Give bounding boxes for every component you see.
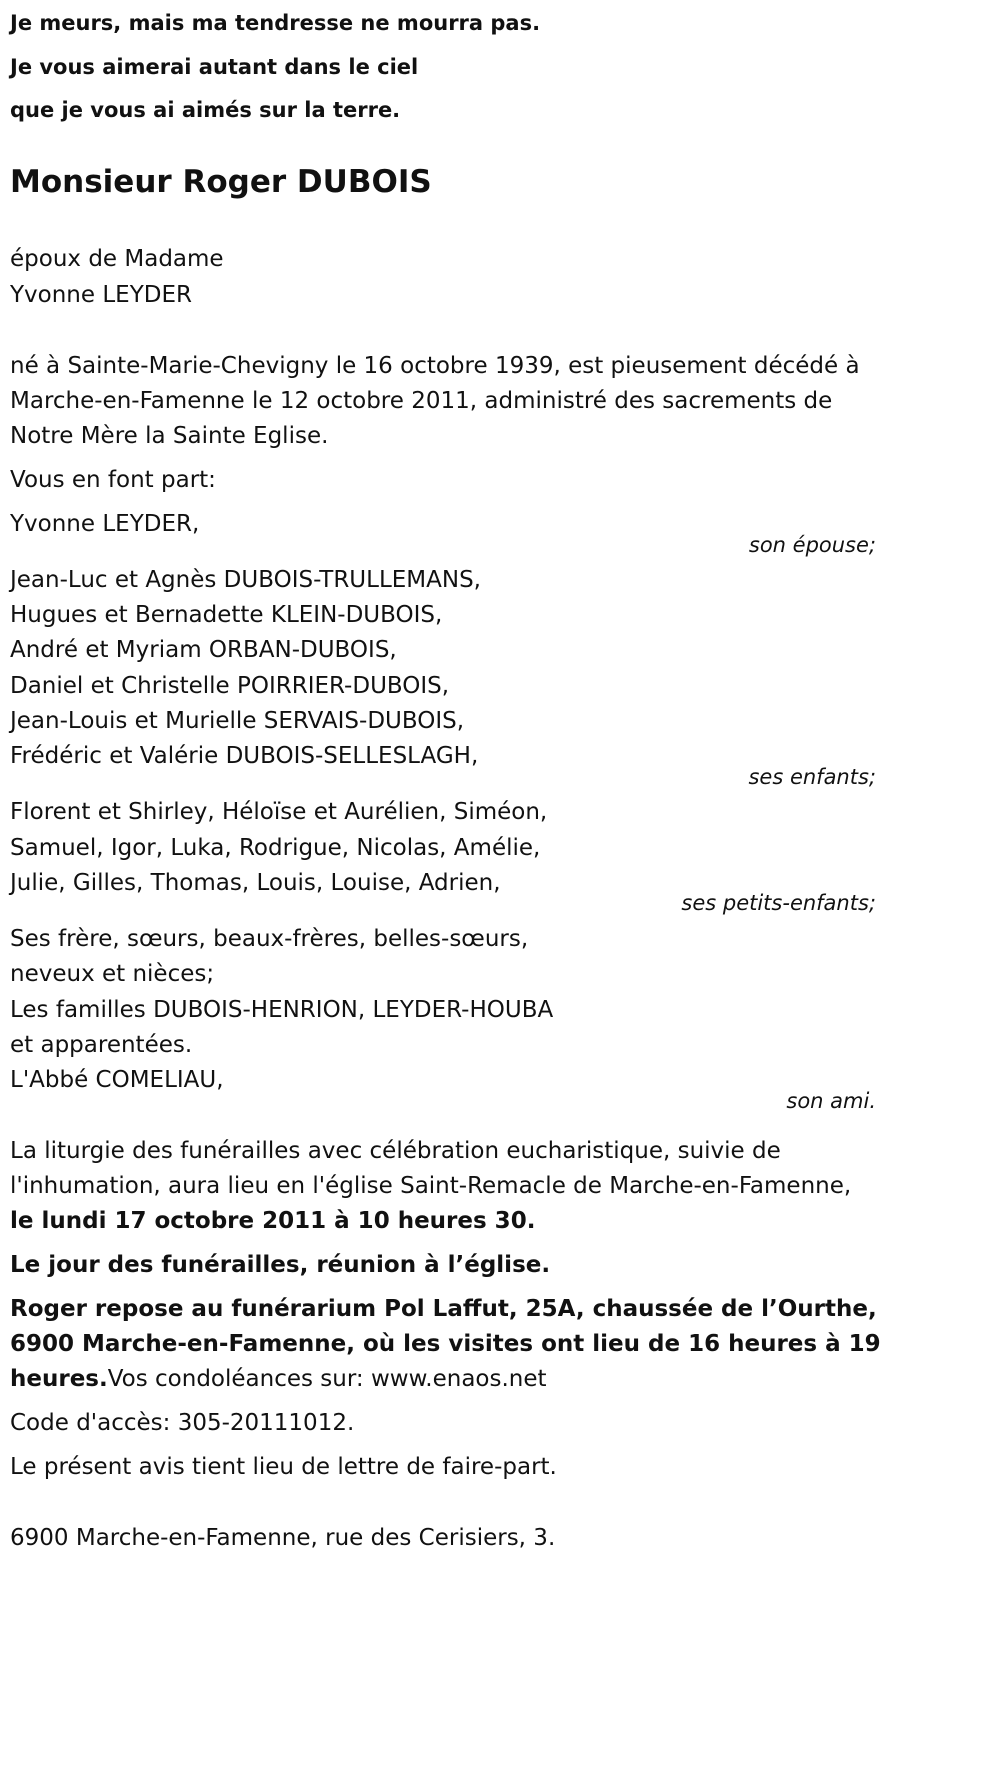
relation-label-grandchildren: ses petits-enfants; [681,891,876,915]
grandchild-line: Florent et Shirley, Héloïse et Aurélien, Siméon, [10,799,548,825]
condolences-text: Vos condoléances sur: www.enaos.net [107,1366,547,1392]
home-address: 6900 Marche-en-Famenne, rue des Cerisiers, 3. [10,1525,556,1551]
poem-line-3: que je vous ai aimés sur la terre. [10,98,401,122]
relative-line: Les familles DUBOIS-HENRION, LEYDER-HOUBA [10,997,554,1023]
relative-line: L'Abbé COMELIAU, [10,1067,224,1093]
poem-line-1: Je meurs, mais ma tendresse ne mourra pas. [10,11,541,35]
birth-death-line-2: Marche-en-Famenne le 12 octobre 2011, administré des sacrements de [10,388,833,414]
funerarium-hours-end: heures. [10,1366,108,1392]
funeral-line-2: l'inhumation, aura lieu en l'église Saint-Remacle de Marche-en-Famenne, [10,1173,852,1199]
child-line: Jean-Louis et Murielle SERVAIS-DUBOIS, [10,708,465,734]
access-code: Code d'accès: 305-20111012. [10,1410,355,1436]
relation-label-wife: son épouse; [748,533,876,557]
deceased-name: Monsieur Roger DUBOIS [10,164,432,200]
birth-death-line-3: Notre Mère la Sainte Eglise. [10,423,329,449]
funeral-line-1: La liturgie des funérailles avec célébration eucharistique, suivie de [10,1138,781,1164]
relative-line: et apparentées. [10,1032,193,1058]
relative-line: Ses frère, sœurs, beaux-frères, belles-sœurs, [10,926,529,952]
poem-line-2: Je vous aimerai autant dans le ciel [10,55,419,79]
child-line: André et Myriam ORBAN-DUBOIS, [10,637,397,663]
funeral-meeting: Le jour des funérailles, réunion à l’église. [10,1252,551,1278]
grandchild-line: Samuel, Igor, Luka, Rodrigue, Nicolas, Amélie, [10,835,541,861]
child-line: Hugues et Bernadette KLEIN-DUBOIS, [10,602,443,628]
relation-label-children: ses enfants; [748,765,876,789]
spouse-line-1: époux de Madame [10,246,224,272]
child-line: Daniel et Christelle POIRRIER-DUBOIS, [10,673,450,699]
notice-text: Le présent avis tient lieu de lettre de faire-part. [10,1454,557,1480]
funerarium-line-2: 6900 Marche-en-Famenne, où les visites ont lieu de 16 heures à 19 [10,1331,881,1357]
funerarium-line-3 [10,1364,547,1394]
funerarium-line-1: Roger repose au funérarium Pol Laffut, 25A, chaussée de l’Ourthe, [10,1296,877,1322]
child-line: Frédéric et Valérie DUBOIS-SELLESLAGH, [10,743,479,769]
grandchild-line: Julie, Gilles, Thomas, Louis, Louise, Adrien, [10,870,501,896]
child-line: Jean-Luc et Agnès DUBOIS-TRULLEMANS, [10,567,481,593]
spouse-line-2: Yvonne LEYDER [10,282,192,308]
birth-death-line-1: né à Sainte-Marie-Chevigny le 16 octobre 1939, est pieusement décédé à [10,353,860,379]
relation-label-friend: son ami. [786,1089,876,1113]
announcement-intro: Vous en font part: [10,467,216,493]
relative-line: neveux et nièces; [10,961,215,987]
family-name-line: Yvonne LEYDER, [10,511,200,537]
funeral-date-time: le lundi 17 octobre 2011 à 10 heures 30. [10,1208,536,1234]
